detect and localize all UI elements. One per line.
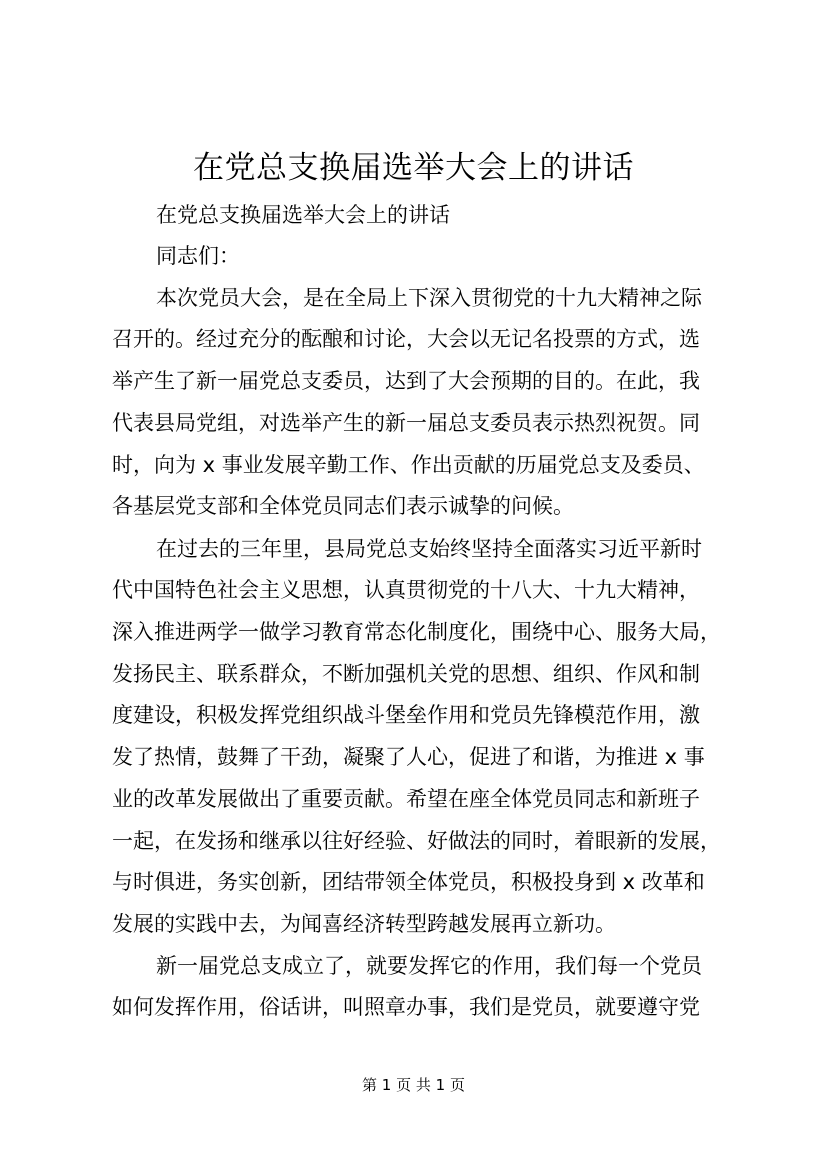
document-title: 在党总支换届选举大会上的讲话 [193, 150, 634, 186]
body-line: 一起，在发扬和继承以往好经验、好做法的同时，着眼新的发展， [112, 829, 721, 853]
body-line: 发展的实践中去，为闻喜经济转型跨越发展再立新功。 [112, 912, 616, 936]
body-line: 发扬民主、联系群众，不断加强机关党的思想、组织、作风和制 [112, 662, 700, 686]
body-line: 本次党员大会，是在全局上下深入贯彻党的十九大精神之际 [156, 286, 702, 310]
body-line: 度建设，积极发挥党组织战斗堡垒作用和党员先锋模范作用，激 [112, 703, 700, 727]
body-line: 新一届党总支成立了，就要发挥它的作用，我们每一个党员 [156, 954, 702, 978]
body-line: 与时俱进，务实创新，团结带领全体党员，积极投身到 x 改革和 [112, 870, 705, 894]
body-line: 召开的。经过充分的酝酿和讨论，大会以无记名投票的方式，选 [112, 327, 700, 351]
body-line: 代表县局党组，对选举产生的新一届总支委员表示热烈祝贺。同 [112, 411, 700, 435]
body-line: 在过去的三年里，县局党总支始终坚持全面落实习近平新时 [156, 537, 702, 561]
body-line: 业的改革发展做出了重要贡献。希望在座全体党员同志和新班子 [112, 787, 700, 811]
body-line: 各基层党支部和全体党员同志们表示诚挚的问候。 [112, 494, 574, 518]
body-line: 深入推进两学一做学习教育常态化制度化，围绕中心、服务大局， [112, 620, 721, 644]
body-line: 时，向为 x 事业发展辛勤工作、作出贡献的历届党总支及委员、 [112, 453, 705, 477]
body-line: 发了热情，鼓舞了干劲，凝聚了人心，促进了和谐，为推进 x 事 [112, 745, 705, 769]
page-footer: 第 1 页 共 1 页 [362, 1076, 465, 1094]
body-line: 如何发挥作用，俗话讲，叫照章办事，我们是党员，就要遵守党 [112, 995, 700, 1019]
document-subtitle: 在党总支换届选举大会上的讲话 [156, 203, 450, 227]
body-line: 举产生了新一届党总支委员，达到了大会预期的目的。在此，我 [112, 369, 700, 393]
salutation: 同志们： [156, 244, 240, 268]
body-line: 代中国特色社会主义思想，认真贯彻党的十八大、十九大精神， [112, 578, 700, 602]
